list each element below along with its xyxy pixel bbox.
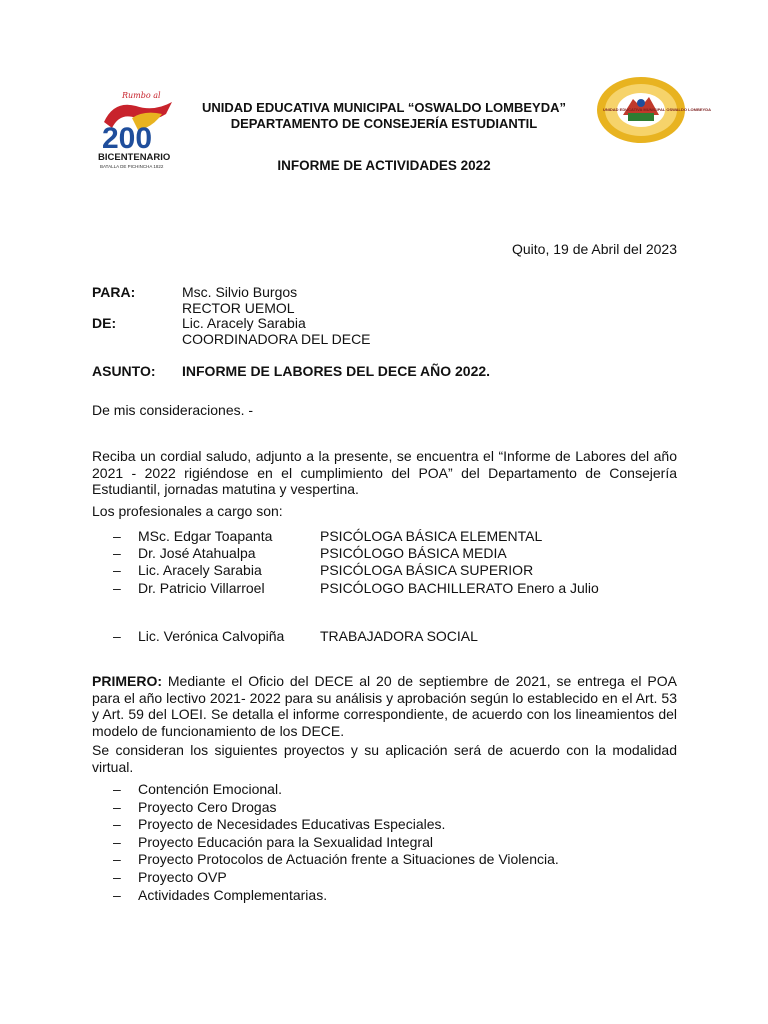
de-role: COORDINADORA DEL DECE — [182, 331, 371, 347]
asunto-text: INFORME DE LABORES DEL DECE AÑO 2022. — [182, 363, 491, 379]
bullet-dash: – — [113, 869, 121, 885]
bullet-dash: – — [113, 887, 121, 903]
asunto-label: ASUNTO: — [92, 363, 156, 379]
para-role: RECTOR UEMOL — [182, 300, 295, 316]
svg-text:BICENTENARIO: BICENTENARIO — [98, 152, 171, 163]
bullet-dash: – — [113, 834, 121, 850]
project-name: Proyecto OVP — [138, 869, 227, 885]
staff-name: Dr. José Atahualpa — [138, 545, 256, 561]
projects-intro: Se consideran los siguientes proyectos y su aplicación será de acuerdo con la modalidad virtual. — [92, 742, 677, 775]
primero-label: PRIMERO: — [92, 673, 162, 689]
greeting: De mis consideraciones. - — [92, 402, 254, 418]
staff-name: Dr. Patricio Villarroel — [138, 580, 265, 596]
staff-name: MSc. Edgar Toapanta — [138, 528, 273, 544]
intro-paragraph: Reciba un cordial saludo, adjunto a la presente, se encuentra el “Informe de Labores del año 2021 - 2022 rigiéndose en el cumplimiento del POA” del Departamento de Consejería Estudiantil, jornadas matutina y vespertina. — [92, 448, 677, 497]
staff-name: Lic. Aracely Sarabia — [138, 562, 262, 578]
project-name: Proyecto Educación para la Sexualidad Integral — [138, 834, 433, 850]
staff-name: Lic. Verónica Calvopiña — [138, 628, 285, 644]
staff-role: PSICÓLOGO BACHILLERATO Enero a Julio — [320, 580, 599, 596]
bullet-dash: – — [113, 580, 121, 596]
project-name: Proyecto de Necesidades Educativas Especiales. — [138, 816, 446, 832]
department-name: DEPARTAMENTO DE CONSEJERÍA ESTUDIANTIL — [230, 116, 538, 131]
project-name: Actividades Complementarias. — [138, 887, 328, 903]
staff-role: PSICÓLOGA BÁSICA SUPERIOR — [320, 562, 534, 578]
bullet-dash: – — [113, 799, 121, 815]
project-name: Proyecto Cero Drogas — [138, 799, 277, 815]
bullet-dash: – — [113, 851, 121, 867]
svg-text:UNIDAD EDUCATIVA MUNICIPAL OSW: UNIDAD EDUCATIVA MUNICIPAL OSWALDO LOMBEYDA — [603, 107, 711, 112]
staff-role: TRABAJADORA SOCIAL — [320, 628, 478, 644]
bullet-dash: – — [113, 562, 121, 578]
staff-intro: Los profesionales a cargo son: — [92, 503, 283, 519]
project-name: Contención Emocional. — [138, 781, 282, 797]
svg-text:200: 200 — [102, 122, 153, 155]
de-label: DE: — [92, 315, 117, 331]
para-name: Msc. Silvio Burgos — [182, 284, 298, 300]
document-date: Quito, 19 de Abril del 2023 — [511, 241, 677, 257]
bullet-dash: – — [113, 545, 121, 561]
bullet-dash: – — [113, 781, 121, 797]
para-label: PARA: — [92, 284, 136, 300]
primero-text: Mediante el Oficio del DECE al 20 de septiembre de 2021, se entrega el POA para el año lectivo 2021- 2022 para su análisis y aprobación según lo establecido en el Art. 53 y Art. 59 del LOEI. Se detalla el informe correspondiente, de acuerdo con los lineamientos del modelo de funcionamiento de los DECE. — [92, 673, 677, 739]
project-name: Proyecto Protocolos de Actuación frente a Situaciones de Violencia. — [138, 851, 559, 867]
svg-text:Rumbo al: Rumbo al — [122, 91, 161, 100]
school-name: UNIDAD EDUCATIVA MUNICIPAL “OSWALDO LOMBEYDA” — [202, 100, 566, 115]
bullet-dash: – — [113, 628, 121, 644]
bullet-dash: – — [113, 816, 121, 832]
svg-text:BATALLA DE PICHINCHA 1822: BATALLA DE PICHINCHA 1822 — [100, 164, 164, 169]
de-name: Lic. Aracely Sarabia — [182, 315, 306, 331]
staff-role: PSICÓLOGO BÁSICA MEDIA — [320, 545, 507, 561]
report-title: INFORME DE ACTIVIDADES 2022 — [277, 158, 491, 173]
bullet-dash: – — [113, 528, 121, 544]
primero-paragraph — [92, 673, 677, 739]
staff-role: PSICÓLOGA BÁSICA ELEMENTAL — [320, 528, 543, 544]
